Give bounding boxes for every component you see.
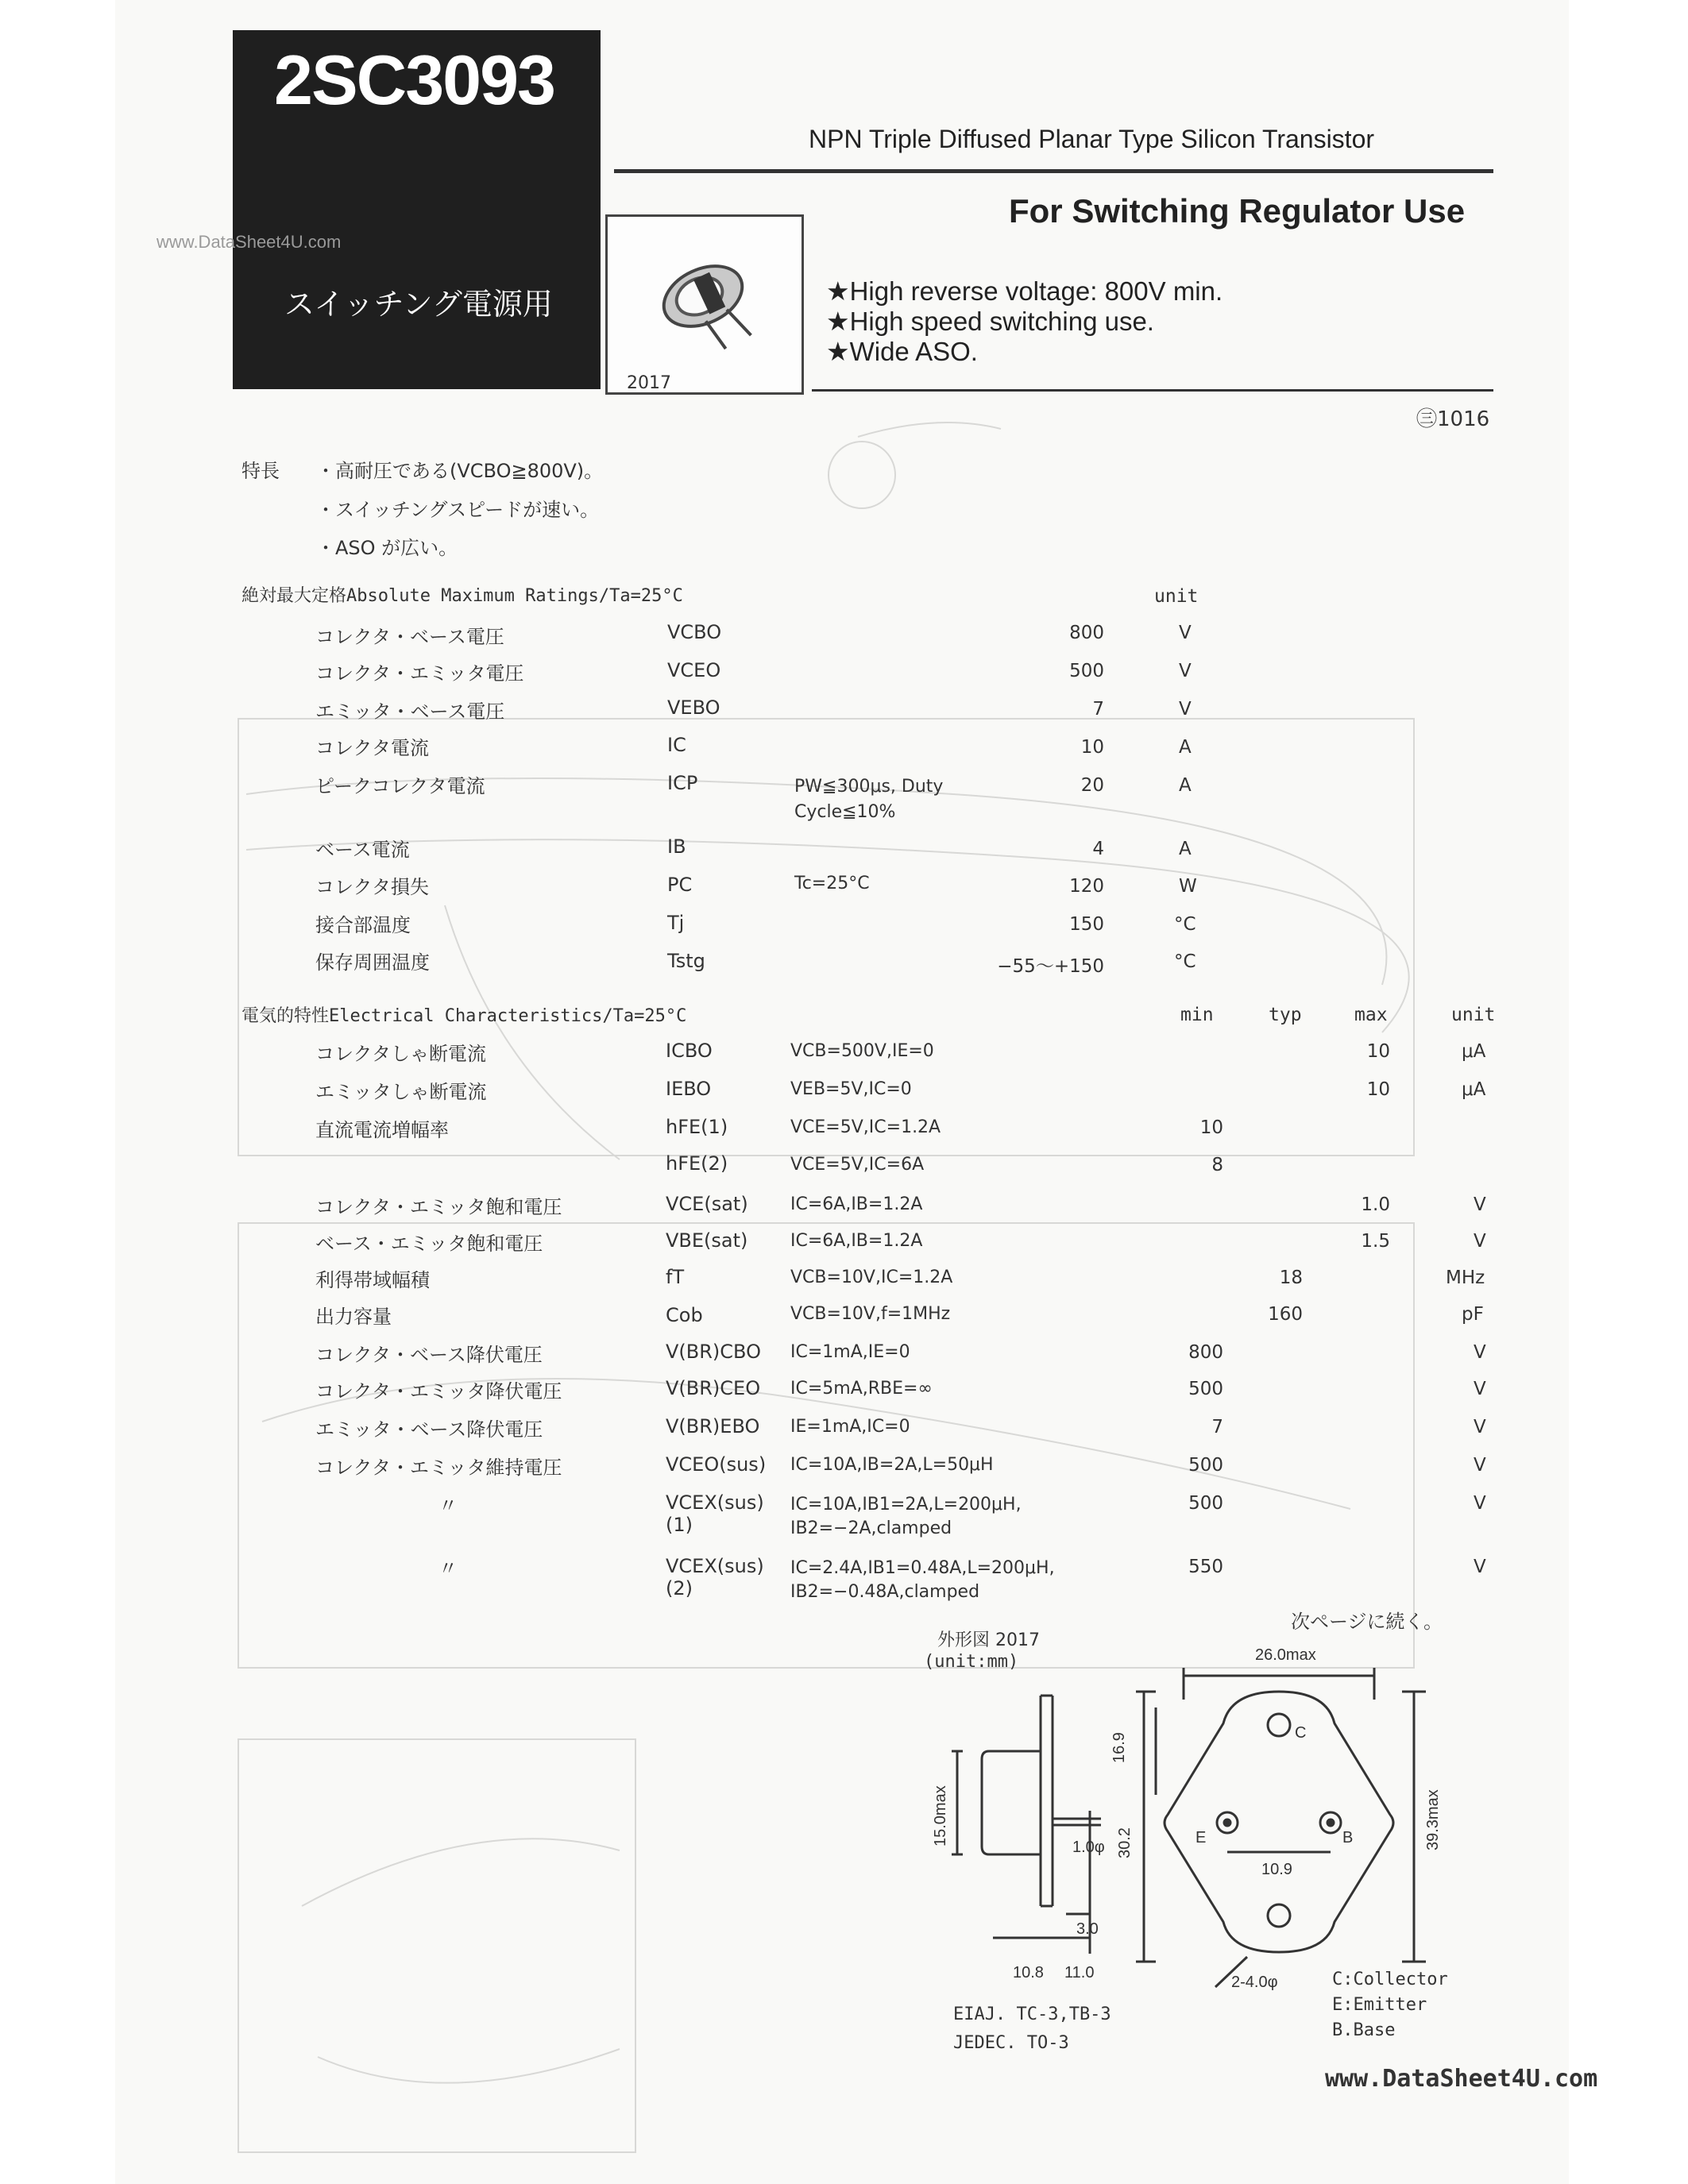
param-symbol: fT xyxy=(666,1266,685,1288)
eiaj-code: EIAJ. TC-3,TB-3 xyxy=(953,2005,1111,2024)
param-condition: IC=5mA,RBE=∞ xyxy=(790,1379,933,1399)
param-symbol: VBE(sat) xyxy=(666,1229,748,1252)
dim-39-3: 39.3max xyxy=(1424,1789,1442,1850)
param-unit: V xyxy=(1474,1493,1486,1514)
param-max: 10 xyxy=(1366,1079,1390,1100)
param-min: 550 xyxy=(1188,1557,1223,1577)
param-symbol: VEBO xyxy=(667,696,720,719)
param-value: 800 xyxy=(1069,623,1104,643)
dim-2-4-0: 2-4.0φ xyxy=(1231,1974,1278,1991)
param-min: 10 xyxy=(1199,1117,1223,1138)
param-symbol: Tstg xyxy=(667,950,705,972)
param-unit: V xyxy=(1474,1231,1486,1252)
param-max: 10 xyxy=(1366,1041,1390,1062)
param-typ: 160 xyxy=(1268,1304,1303,1325)
param-unit: V xyxy=(1474,1342,1486,1363)
header-rule-bottom xyxy=(812,389,1493,392)
continued-note: 次ページに続く。 xyxy=(1291,1611,1443,1633)
feature-item: ★High speed switching use. xyxy=(826,307,1154,336)
param-symbol: VCEO xyxy=(667,659,721,681)
feature-item: ★Wide ASO. xyxy=(826,337,978,366)
col-max-header: max xyxy=(1354,1005,1388,1025)
param-unit: V xyxy=(1474,1557,1486,1577)
abs-max-unit-header: unit xyxy=(1154,586,1199,607)
param-symbol: ICBO xyxy=(666,1040,713,1062)
param-name: コレクタ・エミッタ維持電圧 xyxy=(315,1457,562,1479)
param-condition: IC=6A,IB=1.2A xyxy=(790,1194,923,1214)
header-rule-top xyxy=(614,169,1493,173)
param-name: コレクタ・エミッタ電圧 xyxy=(315,662,524,685)
param-symbol: V(BR)EBO xyxy=(666,1415,760,1437)
pin-label-b: B xyxy=(1342,1829,1354,1846)
param-symbol: hFE(2) xyxy=(666,1152,728,1175)
param-name: 直流電流増幅率 xyxy=(315,1119,449,1141)
param-name: エミッタしゃ断電流 xyxy=(315,1081,487,1103)
param-value: 7 xyxy=(1092,699,1104,720)
param-min: 800 xyxy=(1188,1342,1223,1363)
param-name: コレクタ・エミッタ降伏電圧 xyxy=(315,1380,562,1403)
dim-width: 26.0max xyxy=(1255,1646,1316,1664)
param-unit: °C xyxy=(1174,914,1196,935)
param-name: 〃 xyxy=(438,1557,458,1580)
elec-heading: 電気的特性Electrical Characteristics/Ta=25°C xyxy=(241,1006,687,1026)
product-photo xyxy=(605,214,804,395)
param-value: −55〜+150 xyxy=(997,956,1104,977)
jp-subtitle: スイッチング電源用 xyxy=(284,287,553,322)
col-typ-header: typ xyxy=(1269,1005,1302,1025)
param-max: 1.5 xyxy=(1361,1231,1390,1252)
param-symbol: V(BR)CBO xyxy=(666,1341,761,1363)
param-unit: W xyxy=(1179,876,1197,897)
param-condition: VEB=5V,IC=0 xyxy=(790,1079,912,1099)
watermark-bottom[interactable]: www.DataSheet4U.com xyxy=(1325,2065,1598,2093)
param-unit: V xyxy=(1474,1194,1486,1215)
feature-list xyxy=(826,276,1223,367)
param-condition: PW≦300μs, Duty Cycle≦10% xyxy=(794,777,944,822)
param-unit: μA xyxy=(1462,1079,1486,1100)
jp-feature-item: ・高耐圧である(VCBO≧800V)。 xyxy=(316,460,604,482)
param-max: 1.0 xyxy=(1361,1194,1390,1215)
param-condition: VCB=10V,f=1MHz xyxy=(790,1304,951,1324)
dim-16-9: 16.9 xyxy=(1111,1732,1128,1763)
param-min: 500 xyxy=(1188,1379,1223,1399)
dim-15-0: 15.0max xyxy=(932,1785,949,1846)
param-symbol: IB xyxy=(667,835,686,858)
legend-collector: C:Collector xyxy=(1332,1970,1448,1989)
param-condition: IC=6A,IB=1.2A xyxy=(790,1231,923,1251)
param-symbol: VCEX(sus)(2) xyxy=(666,1555,764,1599)
dim-30-2: 30.2 xyxy=(1116,1827,1134,1858)
part-number: 2SC3093 xyxy=(274,41,554,119)
param-value: 120 xyxy=(1069,876,1104,897)
param-name: コレクタ損失 xyxy=(315,876,430,898)
param-typ: 18 xyxy=(1279,1268,1303,1288)
param-symbol: Cob xyxy=(666,1304,703,1326)
param-condition: VCB=10V,IC=1.2A xyxy=(790,1268,953,1287)
photo-code: 2017 xyxy=(627,373,671,393)
param-name: 保存周囲温度 xyxy=(315,951,430,974)
param-condition: IE=1mA,IC=0 xyxy=(790,1417,910,1437)
type-line: NPN Triple Diffused Planar Type Silicon Transistor xyxy=(809,125,1375,153)
col-unit-header: unit xyxy=(1451,1005,1496,1025)
watermark-top[interactable]: www.DataSheet4U.com xyxy=(156,232,342,252)
param-value: 20 xyxy=(1080,775,1104,796)
param-symbol: V(BR)CEO xyxy=(666,1377,761,1399)
param-symbol: hFE(1) xyxy=(666,1116,728,1138)
param-name: 接合部温度 xyxy=(315,914,411,936)
param-condition: VCB=500V,IE=0 xyxy=(790,1041,934,1061)
param-name: コレクタしゃ断電流 xyxy=(315,1043,487,1065)
param-min: 7 xyxy=(1211,1417,1223,1437)
legend-base: B.Base xyxy=(1332,2020,1396,2040)
param-unit: V xyxy=(1474,1417,1486,1437)
use-line: For Switching Regulator Use xyxy=(1009,192,1466,230)
param-unit: V xyxy=(1474,1455,1486,1476)
dim-3-0: 3.0 xyxy=(1076,1920,1099,1938)
transistor-image xyxy=(608,217,802,392)
param-symbol: PC xyxy=(667,874,693,896)
param-value: 10 xyxy=(1080,737,1104,758)
doc-code: ㊂1016 xyxy=(1416,407,1490,431)
dim-1-0: 1.0φ xyxy=(1072,1839,1105,1856)
param-min: 500 xyxy=(1188,1493,1223,1514)
param-name: ベース電流 xyxy=(315,839,410,861)
param-condition: IC=10A,IB1=2A,L=200μH, IB2=−2A,clamped xyxy=(790,1495,1022,1538)
param-symbol: ICP xyxy=(667,772,698,794)
param-name: ピークコレクタ電流 xyxy=(315,775,485,797)
pin-label-c: C xyxy=(1295,1724,1307,1742)
param-unit: V xyxy=(1179,699,1192,720)
param-name: 出力容量 xyxy=(315,1306,392,1328)
param-unit: A xyxy=(1179,775,1192,796)
param-condition: Tc=25°C xyxy=(794,874,870,893)
dim-11-0: 11.0 xyxy=(1064,1964,1095,1981)
param-name: 利得帯域幅積 xyxy=(315,1269,430,1291)
param-condition: VCE=5V,IC=6A xyxy=(790,1155,925,1175)
param-name: コレクタ・ベース電圧 xyxy=(315,626,504,648)
jp-feature-item: ・ASO が広い。 xyxy=(316,537,458,559)
dim-10-8: 10.8 xyxy=(1013,1964,1044,1981)
param-unit: MHz xyxy=(1446,1268,1485,1288)
param-unit: A xyxy=(1179,737,1192,758)
param-symbol: IC xyxy=(667,734,686,756)
param-unit: pF xyxy=(1462,1304,1484,1325)
param-symbol: VCEO(sus) xyxy=(666,1453,767,1476)
param-name: コレクタ・エミッタ飽和電圧 xyxy=(315,1196,562,1218)
jp-feature-item: ・スイッチングスピードが速い。 xyxy=(316,499,600,521)
param-condition: IC=1mA,IE=0 xyxy=(790,1342,910,1362)
param-unit: V xyxy=(1179,623,1192,643)
param-symbol: VCBO xyxy=(667,621,722,643)
param-min: 500 xyxy=(1188,1455,1223,1476)
param-condition: VCE=5V,IC=1.2A xyxy=(790,1117,941,1137)
outline-title: 外形図 2017 xyxy=(937,1630,1040,1650)
param-value: 150 xyxy=(1069,914,1104,935)
param-min: 8 xyxy=(1211,1155,1223,1175)
param-symbol: VCE(sat) xyxy=(666,1193,748,1215)
abs-max-heading: 絶対最大定格Absolute Maximum Ratings/Ta=25°C xyxy=(241,586,683,606)
legend-emitter: E:Emitter xyxy=(1332,1995,1427,2015)
param-unit: V xyxy=(1474,1379,1486,1399)
param-symbol: Tj xyxy=(667,912,685,934)
param-name: 〃 xyxy=(438,1495,458,1517)
param-unit: A xyxy=(1179,839,1192,859)
param-condition: IC=2.4A,IB1=0.48A,L=200μH, IB2=−0.48A,clamped xyxy=(790,1558,1055,1602)
param-name: コレクタ・ベース降伏電圧 xyxy=(315,1344,543,1366)
param-name: エミッタ・ベース電圧 xyxy=(315,700,505,723)
col-min-header: min xyxy=(1180,1005,1214,1025)
param-name: ベース・エミッタ飽和電圧 xyxy=(315,1233,543,1255)
feature-item: ★High reverse voltage: 800V min. xyxy=(826,276,1223,306)
param-name: コレクタ電流 xyxy=(315,737,430,759)
param-unit: μA xyxy=(1462,1041,1486,1062)
param-name: エミッタ・ベース降伏電圧 xyxy=(315,1418,543,1441)
param-condition: IC=10A,IB=2A,L=50μH xyxy=(790,1455,994,1475)
outline-unit: (unit:mm) xyxy=(924,1652,1019,1672)
pin-label-e: E xyxy=(1196,1829,1207,1846)
param-symbol: VCEX(sus)(1) xyxy=(666,1491,764,1536)
dim-10-9: 10.9 xyxy=(1261,1861,1292,1878)
param-value: 4 xyxy=(1092,839,1104,859)
param-value: 500 xyxy=(1069,661,1104,681)
param-unit: V xyxy=(1179,661,1192,681)
jedec-code: JEDEC. TO-3 xyxy=(953,2033,1069,2053)
jp-features-label: 特長 xyxy=(241,460,280,482)
param-symbol: IEBO xyxy=(666,1078,712,1100)
param-unit: °C xyxy=(1174,951,1196,972)
